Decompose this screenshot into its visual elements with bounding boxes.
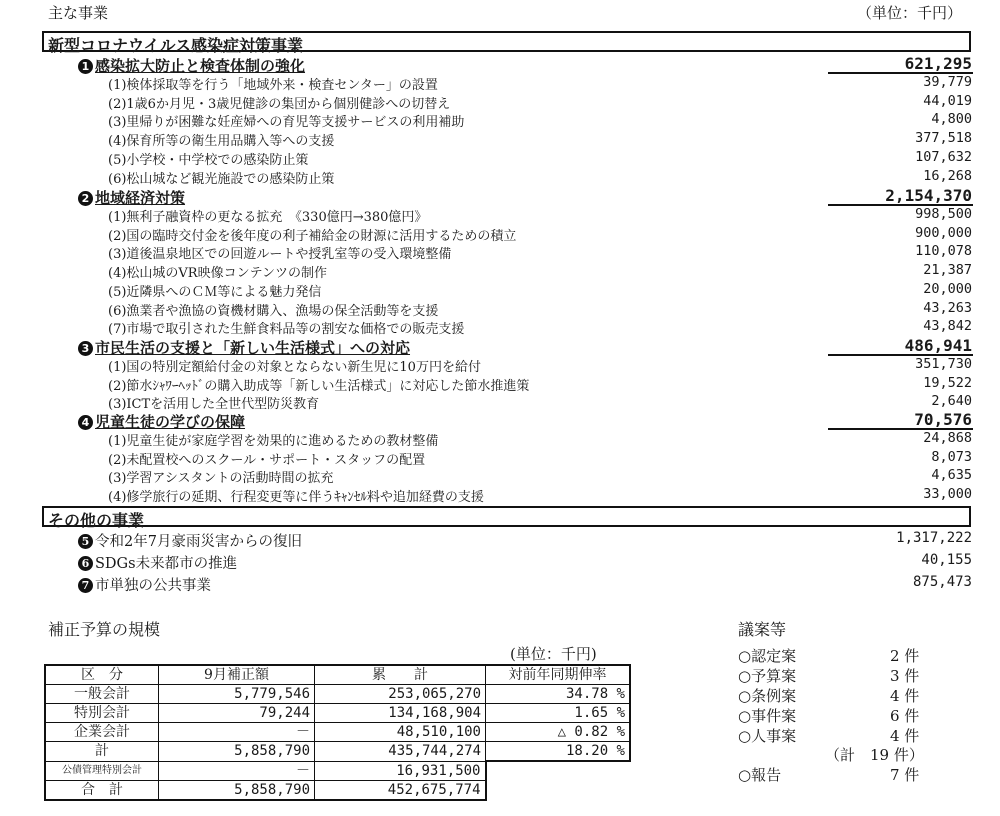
list-item: (3)里帰りが困難な妊産婦への育児等支援サービスの利用補助 (108, 115, 465, 131)
category-label: 児童生徒の学びの保障 (95, 413, 246, 431)
row-label: 公債管理特別会計 (45, 761, 159, 780)
list-item-value: 20,000 (923, 280, 972, 297)
list-item-value: 43,842 (923, 318, 972, 335)
header-sept: 9月補正額 (159, 665, 315, 685)
other-project-value: 1,317,222 (896, 530, 972, 546)
header-cumulative: 累 計 (315, 665, 486, 685)
list-item-value: 900,000 (915, 224, 972, 241)
category-heading (78, 411, 245, 432)
bill-count: 3 件 (890, 667, 920, 685)
list-item: (3)ICTを活用した全世代型防災教育 (108, 397, 320, 413)
other-project-label: 令和2年7月豪雨災害からの復旧 (95, 534, 302, 550)
list-item: (7)市場で取引された生鮮食料品等の割安な価格での販売支援 (108, 322, 465, 338)
row-rate: 1.65 % (486, 704, 631, 723)
other-project-item (78, 552, 237, 573)
other-project-value: 875,473 (912, 574, 972, 590)
list-item-value: 8,073 (931, 448, 972, 465)
list-item: (3)学習アシスタントの活動時間の拡充 (108, 471, 334, 487)
list-item-value: 4,800 (931, 111, 972, 128)
row-sept: 5,858,790 (159, 742, 315, 762)
row-sept: 79,244 (159, 704, 315, 723)
category-number-icon: 2 (78, 191, 93, 206)
list-item-value: 19,522 (923, 374, 972, 391)
list-item-value: 33,000 (923, 486, 972, 503)
category-total: 486,941 (904, 336, 972, 355)
row-sept: 5,779,546 (159, 685, 315, 704)
other-project-label: SDGs未来都市の推進 (95, 556, 238, 572)
category-heading (78, 55, 305, 76)
list-item: (6)漁業者や漁協の資機材購入、漁場の保全活動等を支援 (108, 303, 439, 319)
bills-title: 議案等 (738, 620, 787, 639)
row-label: 企業会計 (45, 723, 159, 742)
list-item-value: 998,500 (915, 206, 972, 222)
category-heading (78, 187, 185, 208)
list-item: (1)国の特別定額給付金の対象とならない新生児に10万円を給付 (108, 360, 481, 375)
section-other (42, 506, 971, 530)
other-project-label: 市単独の公共事業 (95, 578, 211, 594)
list-item: (2)1歳6か月児・3歳児健診の集団から個別健診への切替え (108, 96, 451, 112)
list-item-value: 24,868 (923, 430, 972, 446)
list-item-value: 43,263 (923, 299, 972, 316)
category-label: 感染拡大防止と検査体制の強化 (95, 57, 306, 75)
bill-label: ○人事案 (738, 727, 797, 745)
category-label: 市民生活の支援と「新しい生活様式」への対応 (95, 339, 411, 357)
row-cumulative: 435,744,274 (315, 742, 486, 762)
other-project-item (78, 574, 211, 595)
list-item-value: 107,632 (915, 148, 972, 165)
project-number-icon: 6 (78, 556, 93, 571)
list-item: (4)修学旅行の延期、行程変更等に伴うｷｬﾝｾﾙ料や追加経費の支援 (108, 490, 484, 506)
row-cumulative: 452,675,774 (315, 780, 486, 800)
section-covid (42, 31, 971, 55)
list-item: (3)道後温泉地区での回遊ルートや授乳室等の受入環境整備 (108, 247, 452, 263)
report-count: 7 件 (890, 766, 920, 784)
table-row (45, 780, 630, 800)
bills-total: （計 19 件） (825, 746, 924, 764)
bill-count: 6 件 (890, 707, 920, 725)
other-project-value: 40,155 (921, 552, 972, 568)
row-rate: 34.78 % (486, 685, 631, 704)
list-item-value: 16,268 (923, 167, 972, 184)
table-row (45, 761, 630, 780)
row-rate: △ 0.82 % (486, 723, 631, 742)
row-label: 特別会計 (45, 704, 159, 723)
list-item: (2)未配置校へのスクール・サポート・スタッフの配置 (108, 452, 426, 468)
bill-label: ○認定案 (738, 647, 797, 665)
category-number-icon: 4 (78, 415, 93, 430)
row-cumulative: 253,065,270 (315, 685, 486, 704)
project-number-icon: 7 (78, 578, 93, 593)
list-item: (5)近隣県へのＣＭ等による魅力発信 (108, 284, 322, 300)
list-item: (1)検体採取等を行う「地域外来・検査センター」の設置 (108, 78, 438, 93)
header-category: 区 分 (45, 665, 159, 685)
list-item: (2)国の臨時交付金を後年度の利子補給金の財源に活用するための積立 (108, 228, 517, 244)
table-row (45, 685, 630, 704)
bill-count: 4 件 (890, 687, 920, 705)
list-item: (1)児童生徒が家庭学習を効果的に進めるための教材整備 (108, 434, 439, 449)
budget-title: 補正予算の規模 (48, 620, 161, 639)
category-total: 621,295 (904, 54, 972, 73)
bill-label: ○事件案 (738, 707, 797, 725)
row-cumulative: 134,168,904 (315, 704, 486, 723)
list-item-value: 44,019 (923, 92, 972, 109)
page-title: 主な事業 (48, 4, 109, 22)
table-header-row (45, 665, 630, 685)
unit-label: （単位：千円） (856, 4, 962, 22)
table-row (45, 704, 630, 723)
row-label: 計 (45, 742, 159, 762)
category-heading (78, 337, 410, 358)
bill-count: 2 件 (890, 647, 920, 665)
row-label: 合 計 (45, 780, 159, 800)
table-row (45, 723, 630, 742)
section-covid-title: 新型コロナウイルス感染症対策事業 (48, 36, 304, 55)
category-total: 70,576 (914, 410, 972, 429)
row-rate: 18.20 % (486, 742, 631, 762)
list-item-value: 4,635 (931, 467, 972, 484)
list-item: (1)無利子融資枠の更なる拡充 《330億円→380億円》 (108, 210, 428, 225)
category-number-icon: 1 (78, 59, 93, 74)
section-other-title: その他の事業 (48, 511, 145, 530)
row-sept: 5,858,790 (159, 780, 315, 800)
row-cumulative: 48,510,100 (315, 723, 486, 742)
list-item-value: 110,078 (915, 243, 972, 260)
bill-label: ○条例案 (738, 687, 797, 705)
list-item-value: 21,387 (923, 262, 972, 279)
project-number-icon: 5 (78, 534, 93, 549)
bill-count: 4 件 (890, 727, 920, 745)
other-project-item (78, 530, 302, 551)
list-item-value: 2,640 (931, 393, 972, 410)
list-item-value: 377,518 (915, 130, 972, 147)
header-rate: 対前年同期伸率 (486, 665, 631, 685)
list-item-value: 39,779 (923, 74, 972, 90)
list-item: (4)保育所等の衛生用品購入等への支援 (108, 134, 335, 150)
report-label: ○報告 (738, 766, 782, 784)
list-item: (2)節水ｼｬﾜｰﾍｯﾄﾞの購入助成等「新しい生活様式」に対応した節水推進策 (108, 378, 530, 394)
list-item: (5)小学校・中学校での感染防止策 (108, 152, 309, 168)
table-row (45, 742, 630, 762)
list-item: (6)松山城など観光施設での感染防止策 (108, 171, 335, 187)
row-cumulative: 16,931,500 (315, 761, 486, 780)
list-item-value: 351,730 (915, 356, 972, 372)
row-sept: － (159, 761, 315, 780)
budget-table (44, 664, 631, 801)
category-number-icon: 3 (78, 341, 93, 356)
category-label: 地域経済対策 (95, 189, 186, 207)
category-total: 2,154,370 (885, 186, 972, 205)
list-item: (4)松山城のVR映像コンテンツの制作 (108, 266, 327, 282)
budget-unit: (単位：千円) (510, 645, 597, 663)
row-label: 一般会計 (45, 685, 159, 704)
row-sept: － (159, 723, 315, 742)
bill-label: ○予算案 (738, 667, 797, 685)
